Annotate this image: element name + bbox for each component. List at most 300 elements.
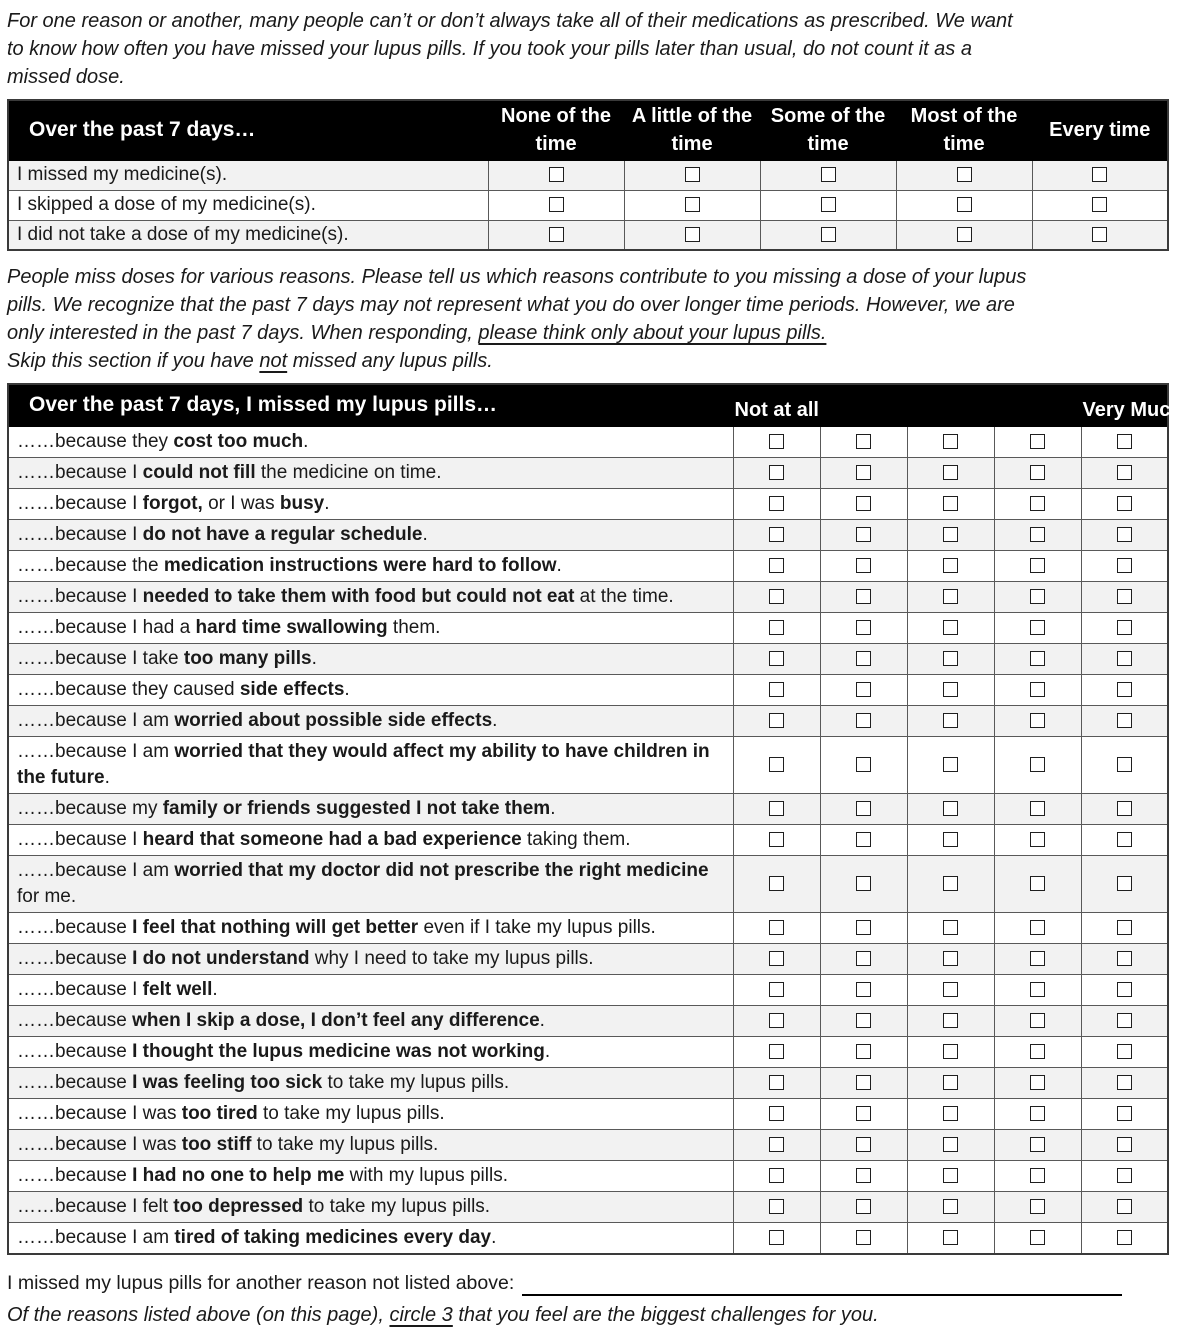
checkbox-icon[interactable] xyxy=(769,1137,784,1152)
reason-text xyxy=(8,1129,733,1160)
text-segment: For one reason or another, many people can’t or don’t always take all of their medications as prescribed. We want xyxy=(7,10,1013,32)
text-segment: too depressed xyxy=(173,1195,304,1217)
checkbox-icon[interactable] xyxy=(685,167,700,182)
closing-instruction xyxy=(7,1301,1167,1329)
response-cell xyxy=(1081,1005,1168,1036)
response-cell xyxy=(1081,705,1168,736)
response-cell xyxy=(994,736,1081,793)
checkbox-icon[interactable] xyxy=(1117,920,1132,935)
response-cell xyxy=(820,426,907,457)
checkbox-icon[interactable] xyxy=(685,197,700,212)
checkbox-icon[interactable] xyxy=(856,1199,871,1214)
response-cell xyxy=(733,1098,820,1129)
response-cell xyxy=(994,1222,1081,1254)
checkbox-icon[interactable] xyxy=(856,1137,871,1152)
checkbox-icon[interactable] xyxy=(1030,757,1045,772)
checkbox-icon[interactable] xyxy=(769,876,784,891)
response-cell xyxy=(820,793,907,824)
response-cell xyxy=(994,943,1081,974)
reason-row xyxy=(8,855,1168,912)
text-segment: needed to take them with food but could not eat xyxy=(142,585,575,607)
checkbox-icon[interactable] xyxy=(821,197,836,212)
response-cell xyxy=(907,457,994,488)
checkbox-icon[interactable] xyxy=(769,496,784,511)
checkbox-icon[interactable] xyxy=(769,1106,784,1121)
response-cell xyxy=(1081,612,1168,643)
checkbox-icon[interactable] xyxy=(943,496,958,511)
checkbox-icon[interactable] xyxy=(1030,496,1045,511)
checkbox-icon[interactable] xyxy=(1092,167,1107,182)
reason-row xyxy=(8,488,1168,519)
response-cell xyxy=(488,220,624,250)
checkbox-icon[interactable] xyxy=(1117,801,1132,816)
response-cell xyxy=(820,1129,907,1160)
checkbox-icon[interactable] xyxy=(943,713,958,728)
reason-text xyxy=(8,612,733,643)
text-segment: to take my lupus pills. xyxy=(303,1195,491,1217)
checkbox-icon[interactable] xyxy=(943,527,958,542)
checkbox-icon[interactable] xyxy=(769,1075,784,1090)
checkbox-icon[interactable] xyxy=(769,434,784,449)
checkbox-icon[interactable] xyxy=(1030,465,1045,480)
checkbox-icon[interactable] xyxy=(549,197,564,212)
text-segment: ……because I was xyxy=(17,1133,182,1155)
checkbox-icon[interactable] xyxy=(1092,227,1107,242)
checkbox-icon[interactable] xyxy=(1030,982,1045,997)
response-cell xyxy=(820,1005,907,1036)
text-segment: family or friends suggested I not take them xyxy=(162,797,551,819)
checkbox-icon[interactable] xyxy=(943,1106,958,1121)
response-cell xyxy=(820,824,907,855)
response-cell xyxy=(733,1191,820,1222)
checkbox-icon[interactable] xyxy=(943,876,958,891)
response-cell xyxy=(733,457,820,488)
reason-text xyxy=(8,1067,733,1098)
reason-text xyxy=(8,974,733,1005)
checkbox-icon[interactable] xyxy=(1117,1044,1132,1059)
text-segment: ……because xyxy=(17,1009,133,1031)
statement-text: I missed my medicine(s). xyxy=(8,160,488,190)
reason-text xyxy=(8,457,733,488)
response-cell xyxy=(1032,220,1168,250)
checkbox-icon[interactable] xyxy=(1030,951,1045,966)
response-cell xyxy=(760,220,896,250)
response-cell xyxy=(624,190,760,220)
checkbox-icon[interactable] xyxy=(769,801,784,816)
checkbox-icon[interactable] xyxy=(856,1168,871,1183)
checkbox-icon[interactable] xyxy=(943,620,958,635)
response-cell xyxy=(896,220,1032,250)
response-cell xyxy=(994,793,1081,824)
reason-row xyxy=(8,943,1168,974)
checkbox-icon[interactable] xyxy=(1117,434,1132,449)
text-segment: worried that my doctor did not prescribe the right medicine xyxy=(174,859,709,881)
checkbox-icon[interactable] xyxy=(769,757,784,772)
response-cell xyxy=(907,488,994,519)
checkbox-icon[interactable] xyxy=(1117,713,1132,728)
reason-text xyxy=(8,1160,733,1191)
text-segment: pills. We recognize that the past 7 days may not represent what you do over longer time periods. However, we are xyxy=(7,294,1015,316)
response-cell xyxy=(907,1098,994,1129)
checkbox-icon[interactable] xyxy=(1030,1230,1045,1245)
text-segment: when I skip a dose, I don’t feel any difference xyxy=(132,1009,540,1031)
checkbox-icon[interactable] xyxy=(1030,434,1045,449)
checkbox-icon[interactable] xyxy=(1117,1137,1132,1152)
reason-row xyxy=(8,519,1168,550)
text-segment: worried that they would affect my ability to have children in the future xyxy=(17,740,710,788)
text-segment: . xyxy=(104,766,110,788)
checkbox-icon[interactable] xyxy=(1117,558,1132,573)
response-cell xyxy=(820,705,907,736)
text-segment: ……because they caused xyxy=(17,678,240,700)
response-cell xyxy=(624,220,760,250)
response-cell xyxy=(907,974,994,1005)
response-cell xyxy=(1081,1129,1168,1160)
checkbox-icon[interactable] xyxy=(943,1199,958,1214)
response-cell xyxy=(733,1005,820,1036)
checkbox-icon[interactable] xyxy=(1117,465,1132,480)
reasons-table-title: Over the past 7 days, I missed my lupus pills… xyxy=(8,384,733,426)
response-cell xyxy=(733,736,820,793)
checkbox-icon[interactable] xyxy=(1117,651,1132,666)
response-cell xyxy=(907,550,994,581)
checkbox-icon[interactable] xyxy=(1117,1230,1132,1245)
text-segment: I feel that nothing will get better xyxy=(132,916,419,938)
text-segment: I do not understand xyxy=(132,947,310,969)
checkbox-icon[interactable] xyxy=(1030,1199,1045,1214)
text-segment: . xyxy=(556,554,562,576)
text-segment: too tired xyxy=(181,1102,258,1124)
reason-text xyxy=(8,581,733,612)
checkbox-icon[interactable] xyxy=(769,951,784,966)
checkbox-icon[interactable] xyxy=(1030,801,1045,816)
checkbox-icon[interactable] xyxy=(1117,1106,1132,1121)
text-segment: . xyxy=(324,492,330,514)
checkbox-icon[interactable] xyxy=(1117,1168,1132,1183)
response-cell xyxy=(820,736,907,793)
response-cell xyxy=(994,1036,1081,1067)
response-cell xyxy=(733,943,820,974)
text-segment: ……because my xyxy=(17,797,163,819)
response-cell xyxy=(488,160,624,190)
text-segment: ……because the xyxy=(17,554,164,576)
reason-row xyxy=(8,1191,1168,1222)
response-cell xyxy=(820,1098,907,1129)
response-cell xyxy=(1081,1036,1168,1067)
text-segment: worried about possible side effects xyxy=(174,709,493,731)
checkbox-icon[interactable] xyxy=(1117,876,1132,891)
text-segment: . xyxy=(212,978,218,1000)
checkbox-icon[interactable] xyxy=(856,920,871,935)
response-cell xyxy=(1081,581,1168,612)
checkbox-icon[interactable] xyxy=(943,757,958,772)
other-reason-write-in-line[interactable] xyxy=(522,1272,1122,1296)
reason-text xyxy=(8,1098,733,1129)
checkbox-icon[interactable] xyxy=(1117,1013,1132,1028)
checkbox-icon[interactable] xyxy=(943,982,958,997)
reason-row xyxy=(8,1222,1168,1254)
checkbox-icon[interactable] xyxy=(943,558,958,573)
checkbox-icon[interactable] xyxy=(856,434,871,449)
response-cell xyxy=(1081,736,1168,793)
response-cell xyxy=(1032,190,1168,220)
checkbox-icon[interactable] xyxy=(549,167,564,182)
text-segment: only interested in the past 7 days. When responding, xyxy=(7,322,479,344)
reason-row xyxy=(8,612,1168,643)
checkbox-icon[interactable] xyxy=(1117,1075,1132,1090)
response-cell xyxy=(896,190,1032,220)
checkbox-icon[interactable] xyxy=(769,713,784,728)
checkbox-icon[interactable] xyxy=(1117,832,1132,847)
text-segment: the medicine on time. xyxy=(255,461,442,483)
text-segment: at the time. xyxy=(574,585,674,607)
response-cell xyxy=(896,160,1032,190)
checkbox-icon[interactable] xyxy=(943,920,958,935)
text-segment: circle 3 xyxy=(389,1303,453,1326)
response-cell xyxy=(1081,793,1168,824)
text-segment: ……because I had a xyxy=(17,616,196,638)
frequency-row xyxy=(8,220,1168,250)
checkbox-icon[interactable] xyxy=(1117,982,1132,997)
text-segment: too many pills xyxy=(183,647,312,669)
response-cell xyxy=(1081,674,1168,705)
checkbox-icon[interactable] xyxy=(943,465,958,480)
checkbox-icon[interactable] xyxy=(856,620,871,635)
response-cell xyxy=(733,519,820,550)
response-cell xyxy=(994,643,1081,674)
checkbox-icon[interactable] xyxy=(769,558,784,573)
checkbox-icon[interactable] xyxy=(856,496,871,511)
statement-text: I skipped a dose of my medicine(s). xyxy=(8,190,488,220)
checkbox-icon[interactable] xyxy=(856,801,871,816)
checkbox-icon[interactable] xyxy=(1030,682,1045,697)
text-segment: . xyxy=(422,523,428,545)
reason-text xyxy=(8,705,733,736)
text-segment: side effects xyxy=(239,678,345,700)
checkbox-icon[interactable] xyxy=(856,527,871,542)
response-cell xyxy=(994,426,1081,457)
reason-text xyxy=(8,643,733,674)
checkbox-icon[interactable] xyxy=(1030,558,1045,573)
text-segment: ……because I xyxy=(17,828,143,850)
checkbox-icon[interactable] xyxy=(769,651,784,666)
response-cell xyxy=(820,612,907,643)
reason-row xyxy=(8,705,1168,736)
reason-text xyxy=(8,1036,733,1067)
response-cell xyxy=(1081,1191,1168,1222)
checkbox-icon[interactable] xyxy=(943,1044,958,1059)
response-cell xyxy=(733,974,820,1005)
checkbox-icon[interactable] xyxy=(821,167,836,182)
checkbox-icon[interactable] xyxy=(856,832,871,847)
checkbox-icon[interactable] xyxy=(856,1230,871,1245)
response-cell xyxy=(733,1036,820,1067)
response-cell xyxy=(820,581,907,612)
text-segment: with my lupus pills. xyxy=(344,1164,508,1186)
response-cell xyxy=(733,855,820,912)
checkbox-icon[interactable] xyxy=(1030,1137,1045,1152)
text-segment: ……because xyxy=(17,916,133,938)
checkbox-icon[interactable] xyxy=(943,1230,958,1245)
response-cell xyxy=(1081,855,1168,912)
checkbox-icon[interactable] xyxy=(856,757,871,772)
response-cell xyxy=(907,1036,994,1067)
checkbox-icon[interactable] xyxy=(943,434,958,449)
reason-text xyxy=(8,1005,733,1036)
checkbox-icon[interactable] xyxy=(856,1044,871,1059)
checkbox-icon[interactable] xyxy=(769,1199,784,1214)
checkbox-icon[interactable] xyxy=(1030,651,1045,666)
response-cell xyxy=(1081,824,1168,855)
checkbox-icon[interactable] xyxy=(1030,620,1045,635)
text-segment: to take my lupus pills. xyxy=(322,1071,510,1093)
checkbox-icon[interactable] xyxy=(1030,1106,1045,1121)
checkbox-icon[interactable] xyxy=(856,589,871,604)
response-cell xyxy=(820,943,907,974)
checkbox-icon[interactable] xyxy=(1117,589,1132,604)
response-cell xyxy=(907,1191,994,1222)
checkbox-icon[interactable] xyxy=(856,951,871,966)
checkbox-icon[interactable] xyxy=(769,1013,784,1028)
checkbox-icon[interactable] xyxy=(769,982,784,997)
checkbox-icon[interactable] xyxy=(957,227,972,242)
checkbox-icon[interactable] xyxy=(856,1013,871,1028)
checkbox-icon[interactable] xyxy=(856,876,871,891)
checkbox-icon[interactable] xyxy=(769,589,784,604)
checkbox-icon[interactable] xyxy=(1117,496,1132,511)
checkbox-icon[interactable] xyxy=(856,651,871,666)
checkbox-icon[interactable] xyxy=(1092,197,1107,212)
checkbox-icon[interactable] xyxy=(1030,832,1045,847)
response-cell xyxy=(907,855,994,912)
reason-row xyxy=(8,1160,1168,1191)
checkbox-icon[interactable] xyxy=(1117,527,1132,542)
text-segment: ……because xyxy=(17,1164,133,1186)
checkbox-icon[interactable] xyxy=(856,682,871,697)
other-reason-line xyxy=(7,1270,1167,1296)
response-cell xyxy=(994,1098,1081,1129)
checkbox-icon[interactable] xyxy=(1030,920,1045,935)
checkbox-icon[interactable] xyxy=(769,620,784,635)
checkbox-icon[interactable] xyxy=(943,1137,958,1152)
text-segment: why I need to take my lupus pills. xyxy=(309,947,594,969)
response-cell xyxy=(733,1129,820,1160)
response-cell xyxy=(1081,643,1168,674)
text-segment: to take my lupus pills. xyxy=(251,1133,439,1155)
checkbox-icon[interactable] xyxy=(1117,682,1132,697)
checkbox-icon[interactable] xyxy=(1030,589,1045,604)
response-cell xyxy=(907,943,994,974)
checkbox-icon[interactable] xyxy=(1030,1075,1045,1090)
response-cell xyxy=(907,643,994,674)
checkbox-icon[interactable] xyxy=(943,832,958,847)
checkbox-icon[interactable] xyxy=(943,682,958,697)
checkbox-icon[interactable] xyxy=(1117,620,1132,635)
response-cell xyxy=(1081,488,1168,519)
response-cell xyxy=(1081,974,1168,1005)
checkbox-icon[interactable] xyxy=(769,682,784,697)
response-cell xyxy=(820,643,907,674)
checkbox-icon[interactable] xyxy=(549,227,564,242)
checkbox-icon[interactable] xyxy=(856,465,871,480)
text-segment: ……because xyxy=(17,1040,133,1062)
checkbox-icon[interactable] xyxy=(769,465,784,480)
checkbox-icon[interactable] xyxy=(1030,1044,1045,1059)
checkbox-icon[interactable] xyxy=(943,1075,958,1090)
response-cell xyxy=(820,1160,907,1191)
text-segment: to take my lupus pills. xyxy=(257,1102,445,1124)
response-cell xyxy=(994,1129,1081,1160)
checkbox-icon[interactable] xyxy=(943,951,958,966)
text-segment: felt well xyxy=(142,978,213,1000)
response-cell xyxy=(994,488,1081,519)
checkbox-icon[interactable] xyxy=(856,1075,871,1090)
checkbox-icon[interactable] xyxy=(1030,876,1045,891)
checkbox-icon[interactable] xyxy=(685,227,700,242)
checkbox-icon[interactable] xyxy=(769,527,784,542)
checkbox-icon[interactable] xyxy=(856,982,871,997)
frequency-table-title: Over the past 7 days… xyxy=(8,100,488,160)
reason-row xyxy=(8,643,1168,674)
checkbox-icon[interactable] xyxy=(943,801,958,816)
response-cell xyxy=(820,519,907,550)
response-cell xyxy=(994,581,1081,612)
response-cell xyxy=(907,912,994,943)
response-cell xyxy=(994,912,1081,943)
response-cell xyxy=(994,1191,1081,1222)
checkbox-icon[interactable] xyxy=(856,1106,871,1121)
response-cell xyxy=(1081,519,1168,550)
reason-row xyxy=(8,674,1168,705)
response-cell xyxy=(1081,1160,1168,1191)
response-cell xyxy=(733,705,820,736)
response-cell xyxy=(994,1160,1081,1191)
checkbox-icon[interactable] xyxy=(769,1230,784,1245)
text-segment: missed any lupus pills. xyxy=(287,350,493,372)
reason-text xyxy=(8,912,733,943)
checkbox-icon[interactable] xyxy=(1117,951,1132,966)
text-segment: do not have a regular schedule xyxy=(142,523,423,545)
checkbox-icon[interactable] xyxy=(1117,757,1132,772)
checkbox-icon[interactable] xyxy=(769,832,784,847)
checkbox-icon[interactable] xyxy=(769,1044,784,1059)
checkbox-icon[interactable] xyxy=(769,1168,784,1183)
response-cell xyxy=(907,1067,994,1098)
response-cell xyxy=(820,550,907,581)
text-segment: Of the reasons listed above (on this page), xyxy=(7,1303,390,1326)
checkbox-icon[interactable] xyxy=(943,1168,958,1183)
checkbox-icon[interactable] xyxy=(943,1013,958,1028)
text-segment: cost too much xyxy=(173,430,304,452)
checkbox-icon[interactable] xyxy=(943,651,958,666)
checkbox-icon[interactable] xyxy=(1030,1168,1045,1183)
checkbox-icon[interactable] xyxy=(957,197,972,212)
checkbox-icon[interactable] xyxy=(856,558,871,573)
checkbox-icon[interactable] xyxy=(1030,527,1045,542)
checkbox-icon[interactable] xyxy=(943,589,958,604)
response-cell xyxy=(820,974,907,1005)
response-cell xyxy=(760,160,896,190)
checkbox-icon[interactable] xyxy=(769,920,784,935)
checkbox-icon[interactable] xyxy=(957,167,972,182)
checkbox-icon[interactable] xyxy=(821,227,836,242)
checkbox-icon[interactable] xyxy=(1117,1199,1132,1214)
checkbox-icon[interactable] xyxy=(856,713,871,728)
text-segment: ……because I am xyxy=(17,740,175,762)
response-cell xyxy=(733,581,820,612)
checkbox-icon[interactable] xyxy=(1030,1013,1045,1028)
checkbox-icon[interactable] xyxy=(1030,713,1045,728)
